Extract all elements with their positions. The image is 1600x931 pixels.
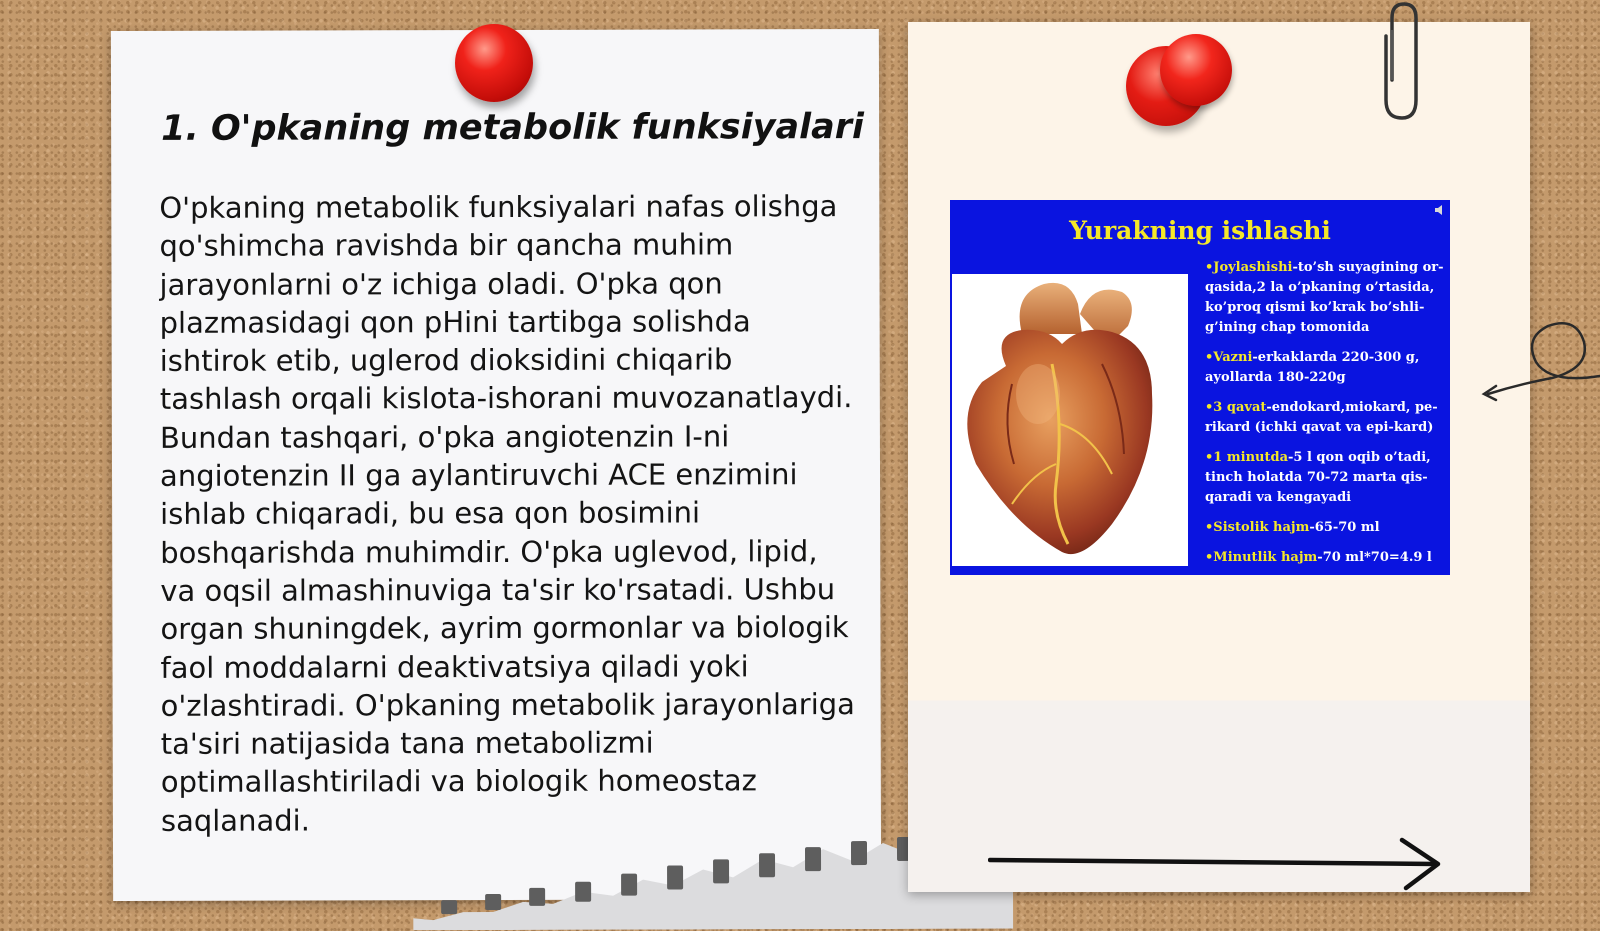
list-item: •1 minutda-5 l qon oqib o’tadi, tinch holatda 70-72 marta qis-qaradi va kengayadi: [1205, 450, 1431, 505]
push-pin-icon: [1160, 34, 1232, 106]
list-item: •3 qavat-endokard,miokard, pe-rikard (ichki qavat va epi-kard): [1205, 400, 1438, 435]
heart-illustration: [952, 274, 1188, 566]
slide-bullet-list: [1205, 258, 1447, 575]
body-paragraph: O'pkaning metabolik funksiyalari nafas olishga qo'shimcha ravishda bir qancha muhim jarayonlarni o'z ichiga oladi. O'pka qon plazmasidagi qon pHini tartibga solishda ishtirok etib, uglerod dioksidini chiqarib tashlash orqali kislota-ishorani muvozanatlaydi. Bundan tashqari, o'pka angiotenzin I-ni angiotenzin II ga aylantiruvchi ACE enzimini ishlab chiqaradi, bu esa qon bosimini boshqarishda muhimdir. O'pka uglevod, lipid, va oqsil almashinuviga ta'sir ko'rsatadi. Ushbu organ shuningdek, ayrim gormonlar va biologik faol moddalarni deaktivatsiya qiladi yoki o'zlashtiradi. O'pkaning metabolik jarayonlariga ta'siri natijasida tana metabolizmi optimallashtiriladi va biologik homeostaz saqlanadi.: [159, 189, 855, 838]
list-item: •Sistolik hajm-65-70 ml: [1205, 520, 1380, 535]
left-paper-note: [111, 29, 881, 901]
arrow-icon: [988, 836, 1448, 892]
page-title: 1. O'pkaning metabolik funksiyalari: [161, 107, 865, 149]
list-item: •Vazni-erkaklarda 220-300 g, ayollarda 180-220g: [1205, 350, 1420, 385]
push-pin-icon: [455, 24, 533, 102]
list-item: •Minutlik hajm-70 ml*70=4.9 l: [1205, 550, 1432, 565]
paper-clip-icon: [1378, 0, 1428, 125]
slide-image: [950, 200, 1450, 575]
speaker-icon: [1434, 204, 1446, 216]
loop-arrow-icon: [1480, 312, 1600, 412]
slide-title: Yurakning ishlashi: [1069, 216, 1331, 245]
list-item: •Joylashishi-to’sh suyagining or-qasida,2 la o’pkaning o’rtasida, ko’proq qismi ko’krak bo’shli-g’ining chap tomonida: [1205, 260, 1444, 335]
